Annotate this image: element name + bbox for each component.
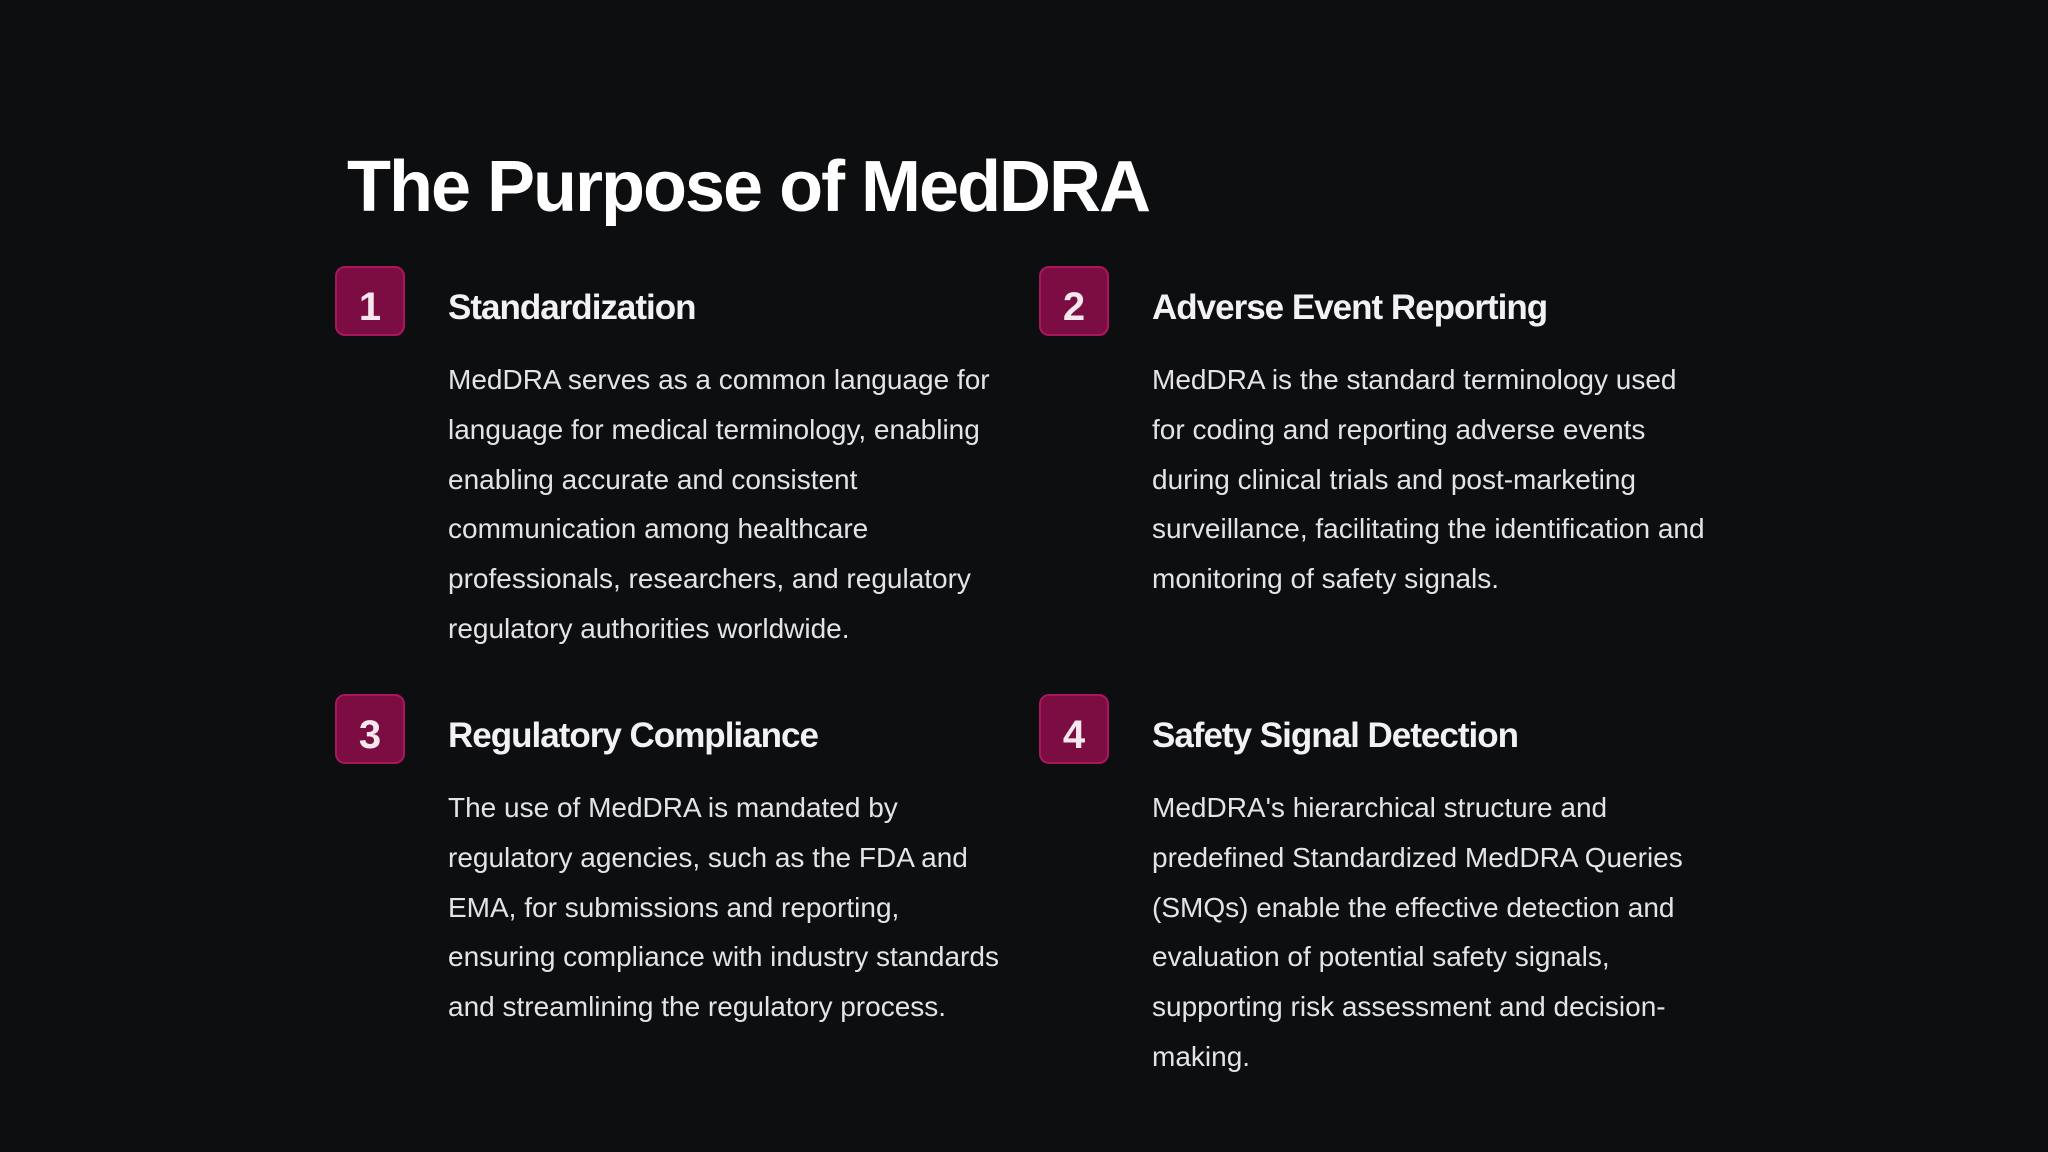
card-title: Safety Signal Detection xyxy=(1152,716,1518,755)
card-description: MedDRA is the standard terminology used for coding and reporting adverse events during clinical trials and post-marketing surveillance, facilitating the identification and monitoring of safety signals. xyxy=(1152,364,1705,595)
card-description: MedDRA's hierarchical structure and predefined Standardized MedDRA Queries (SMQs) enable the effective detection and evaluation of potential safety signals, supporting risk assessment and decision-making. xyxy=(1152,792,1683,1072)
number-badge: 2 xyxy=(1039,266,1109,336)
card-title: Standardization xyxy=(448,288,696,327)
card-title: Regulatory Compliance xyxy=(448,716,818,755)
number-badge: 3 xyxy=(335,694,405,764)
number-badge: 4 xyxy=(1039,694,1109,764)
number-badge: 1 xyxy=(335,266,405,336)
card-description: The use of MedDRA is mandated by regulatory agencies, such as the FDA and EMA, for submissions and reporting, ensuring compliance with industry standards and streamlining the regulatory process. xyxy=(448,792,999,1023)
card-description: MedDRA serves as a common language for language for medical terminology, enabling enabling accurate and consistent communication among healthcare professionals, researchers, and regulatory regulatory authorities worldwide. xyxy=(448,364,990,644)
page-title: The Purpose of MedDRA xyxy=(347,147,1150,228)
card-title: Adverse Event Reporting xyxy=(1152,288,1548,327)
